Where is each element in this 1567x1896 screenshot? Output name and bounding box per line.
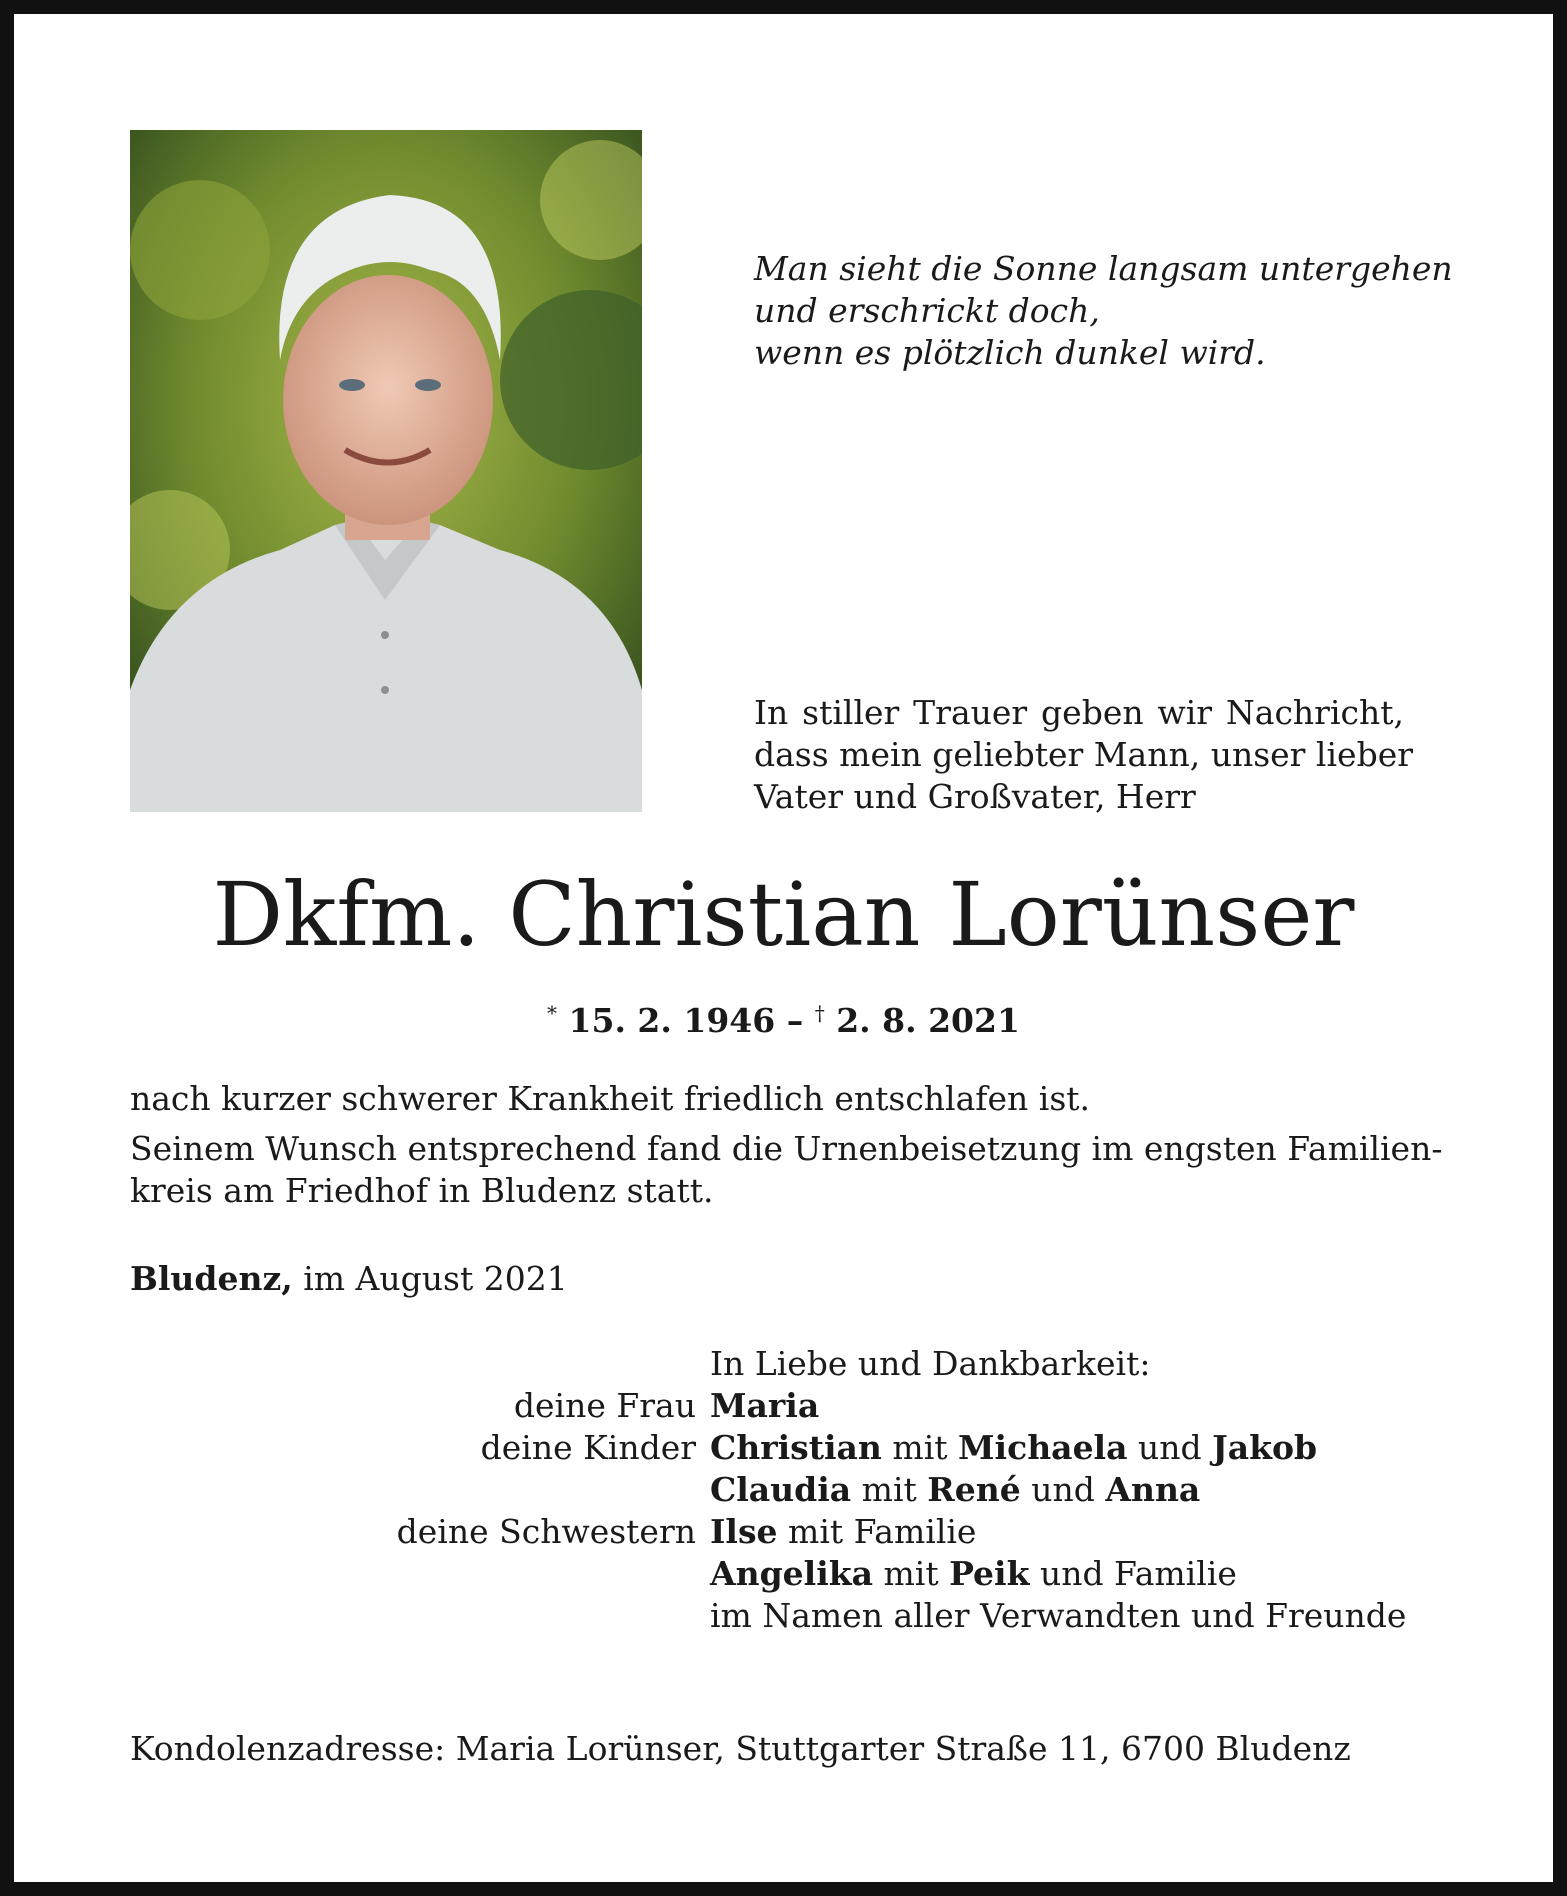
intro-line: dass mein geliebter Mann, unser lieber — [754, 735, 1414, 774]
intro-line: Vater und Großvater, Herr — [754, 777, 1196, 816]
announcement-body — [130, 1078, 1443, 1212]
quote-line: Man sieht die Sonne langsam untergehen — [754, 249, 1453, 288]
mourner-name: Peik — [949, 1554, 1030, 1593]
mourner-name: Jakob — [1212, 1428, 1318, 1467]
relation-label: deine Kinder — [480, 1428, 696, 1467]
quote-line: wenn es plötzlich dunkel wird. — [754, 333, 1266, 372]
mourners-list — [130, 1343, 1460, 1637]
mourner-name: Ilse — [710, 1512, 778, 1551]
portrait-illustration — [130, 130, 642, 812]
mourners-closing: im Namen aller Verwandten und Freunde — [710, 1596, 1407, 1635]
mourner-name: Michaela — [958, 1428, 1128, 1467]
body-line: Seinem Wunsch entsprechend fand die Urnenbeisetzung im engsten Familien- — [130, 1129, 1443, 1168]
death-mark: † — [814, 1001, 825, 1025]
connector-text: mit Familie — [788, 1512, 977, 1551]
mourner-name: René — [927, 1470, 1021, 1509]
mourner-row — [130, 1511, 1460, 1553]
mourner-row — [130, 1469, 1460, 1511]
mourner-name: Maria — [710, 1386, 820, 1425]
quote-line: und erschrickt doch, — [754, 291, 1100, 330]
announcement-intro — [754, 692, 1414, 818]
relation-label: deine Schwestern — [396, 1512, 696, 1551]
connector-text: mit — [861, 1470, 917, 1509]
mourner-name: Christian — [710, 1428, 882, 1467]
memorial-quote — [754, 248, 1474, 374]
place-city: Bludenz, — [130, 1259, 293, 1298]
place-date: im August 2021 — [303, 1259, 568, 1298]
body-line: kreis am Friedhof in Bludenz statt. — [130, 1171, 714, 1210]
relation-label: deine Frau — [513, 1386, 696, 1425]
mourners-heading-row — [130, 1343, 1460, 1385]
mourner-name: Angelika — [710, 1554, 873, 1593]
mourner-row — [130, 1427, 1460, 1469]
death-date: 2. 8. 2021 — [836, 1001, 1020, 1040]
connector-text: und — [1031, 1470, 1095, 1509]
mourner-row — [130, 1553, 1460, 1595]
body-line: nach kurzer schwerer Krankheit friedlich entschlafen ist. — [130, 1079, 1091, 1118]
portrait-photo — [130, 130, 642, 812]
connector-text: und Familie — [1039, 1554, 1237, 1593]
date-separator: – — [786, 1001, 804, 1040]
deceased-name: Dkfm. Christian Lorünser — [212, 863, 1355, 966]
birth-date: 15. 2. 1946 — [568, 1001, 776, 1040]
connector-text: und — [1137, 1428, 1202, 1467]
connector-text: mit — [892, 1428, 948, 1467]
mourner-row — [130, 1385, 1460, 1427]
intro-line: In stiller Trauer geben wir Nachricht, — [754, 693, 1404, 732]
mourner-row — [130, 1595, 1460, 1637]
life-dates — [0, 993, 1567, 1041]
condolence-address: Kondolenzadresse: Maria Lorünser, Stuttgarter Straße 11, 6700 Bludenz — [130, 1729, 1351, 1768]
mourner-name: Anna — [1105, 1470, 1201, 1509]
mourners-heading: In Liebe und Dankbarkeit: — [710, 1344, 1151, 1383]
mourner-name: Claudia — [710, 1470, 852, 1509]
birth-mark: * — [547, 1001, 558, 1025]
place-and-date — [130, 1258, 568, 1300]
connector-text: mit — [883, 1554, 939, 1593]
